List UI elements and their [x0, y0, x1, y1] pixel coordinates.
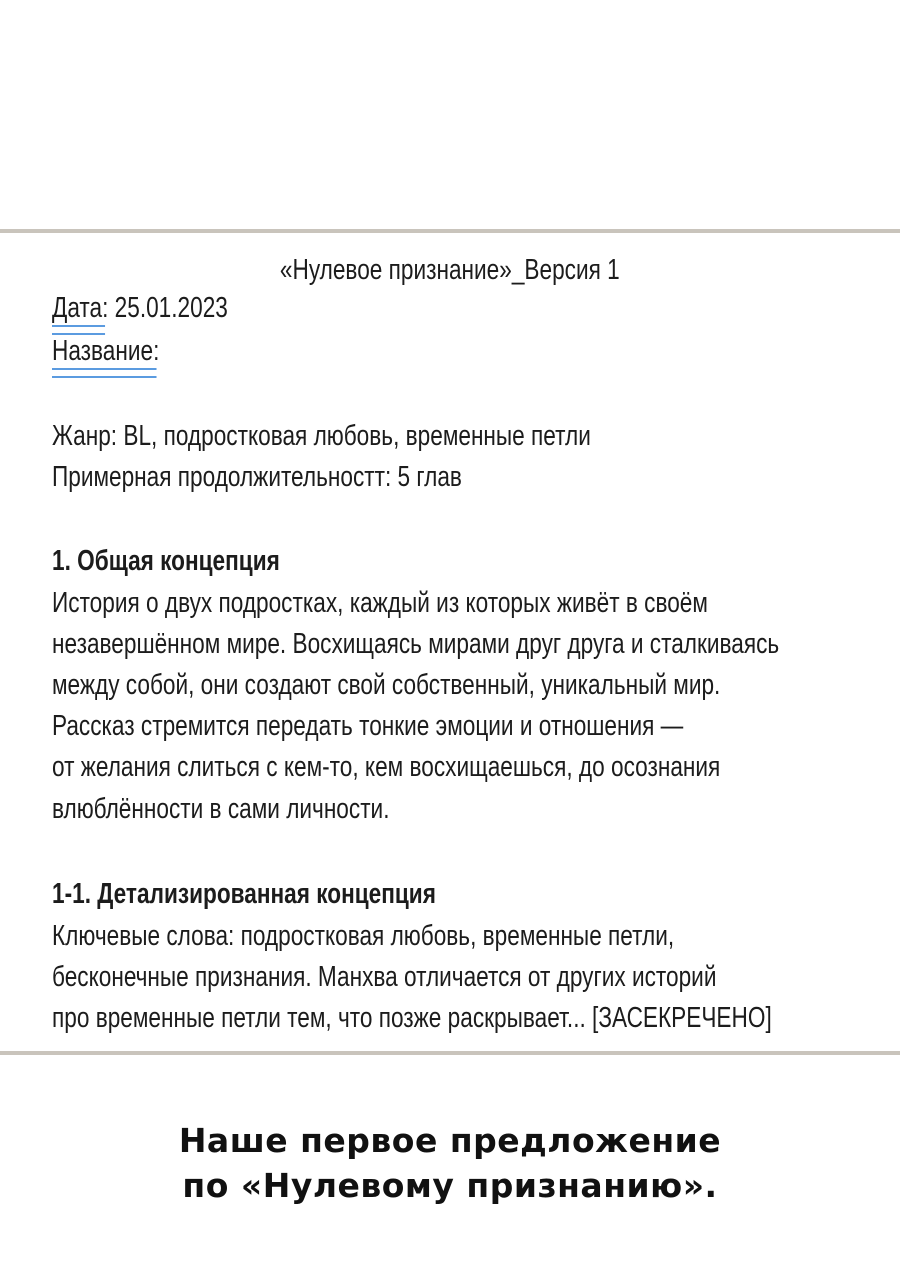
caption — [0, 1118, 900, 1208]
document-title — [0, 251, 900, 289]
section1-line: незавершённом мире. Восхищаясь мирами друг друга и сталкиваясь — [52, 628, 780, 660]
section2-line: про временные петли тем, что позже раскрывает... [ЗАСЕКРЕЧЕНО] — [52, 1002, 772, 1034]
name-value: : — [153, 335, 160, 367]
date-line — [52, 288, 228, 329]
genre-line: Жанр: BL, подростковая любовь, временные петли — [52, 420, 591, 452]
section1-line: между собой, они создают свой собственный, уникальный мир. — [52, 669, 721, 701]
document-sheet — [0, 229, 900, 1055]
name-line — [52, 331, 159, 372]
section1-line: от желания слиться с кем-то, кем восхищаешься, до осознания — [52, 751, 721, 783]
duration-line: Примерная продолжительностт: 5 глав — [52, 461, 462, 493]
date-label: Дата — [52, 288, 102, 329]
section1-line: Рассказ стремится передать тонкие эмоции и отношения — — [52, 710, 684, 742]
caption-line-1: Наше первое предложение — [178, 1121, 722, 1160]
section2-line: Ключевые слова: подростковая любовь, временные петли, — [52, 920, 675, 952]
caption-line-2: по «Нулевому признанию». — [182, 1166, 718, 1205]
name-label: Название — [52, 331, 153, 372]
section2-line: бесконечные признания. Манхва отличается от других историй — [52, 961, 717, 993]
document-title-text: «Нулевое признание»_Версия 1 — [280, 254, 620, 286]
section1-line: История о двух подростках, каждый из которых живёт в своём — [52, 587, 708, 619]
section1-line: влюблённости в сами личности. — [52, 793, 390, 825]
section2-heading: 1-1. Детализированная концепция — [52, 878, 436, 910]
date-value: : 25.01.2023 — [102, 292, 228, 324]
section1-heading: 1. Общая концепция — [52, 545, 280, 577]
